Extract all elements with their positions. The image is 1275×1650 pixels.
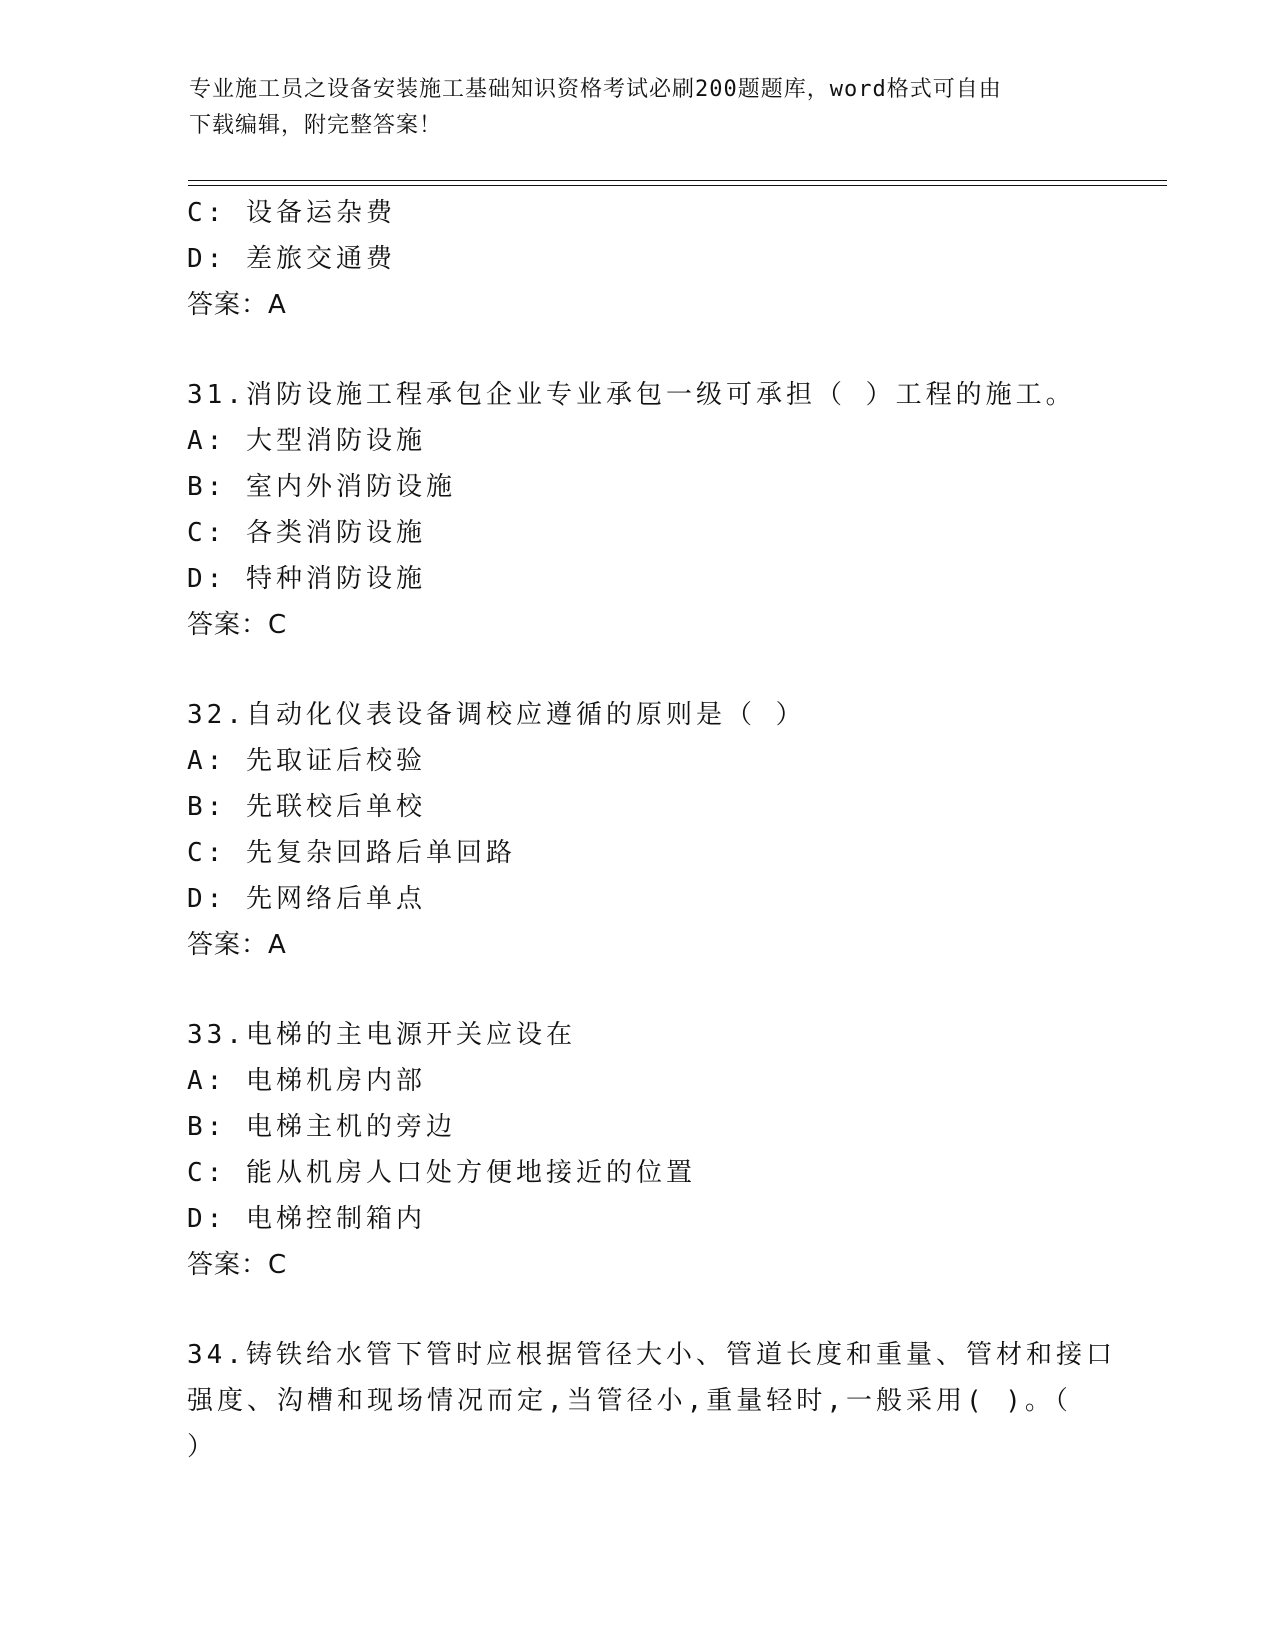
header-divider-bottom bbox=[188, 185, 1167, 186]
question-stem: 33.电梯的主电源开关应设在 bbox=[187, 1020, 576, 1050]
spacer bbox=[187, 968, 1087, 1012]
question-content bbox=[187, 190, 1116, 1470]
spacer bbox=[187, 648, 1087, 692]
prev-question bbox=[187, 190, 1087, 328]
answer-line: 答案：C bbox=[187, 610, 288, 640]
spacer bbox=[187, 1288, 1087, 1332]
option-d: D: 电梯控制箱内 bbox=[187, 1204, 426, 1234]
header-line-2: 下载编辑，附完整答案！ bbox=[189, 113, 443, 138]
option-c: C: 各类消防设施 bbox=[187, 518, 426, 548]
option-a: A: 电梯机房内部 bbox=[187, 1066, 426, 1096]
spacer bbox=[187, 328, 1087, 372]
option-d: D: 差旅交通费 bbox=[187, 244, 396, 274]
answer-line: 答案：C bbox=[187, 1250, 288, 1280]
option-c: C: 能从机房人口处方便地接近的位置 bbox=[187, 1158, 696, 1188]
option-c: C: 先复杂回路后单回路 bbox=[187, 838, 516, 868]
question-32 bbox=[187, 692, 1087, 968]
question-stem-line-1: 34.铸铁给水管下管时应根据管径大小、管道长度和重量、管材和接口 bbox=[187, 1340, 1116, 1370]
option-c: C: 设备运杂费 bbox=[187, 198, 396, 228]
header-line-1: 专业施工员之设备安装施工基础知识资格考试必刷200题题库，word格式可自由 bbox=[189, 77, 1002, 102]
question-stem: 32.自动化仪表设备调校应遵循的原则是（ ） bbox=[187, 700, 806, 730]
document-header bbox=[189, 72, 1089, 144]
question-stem: 31.消防设施工程承包企业专业承包一级可承担（ ）工程的施工。 bbox=[187, 380, 1076, 410]
option-b: B: 先联校后单校 bbox=[187, 792, 426, 822]
question-31 bbox=[187, 372, 1087, 648]
question-stem-line-2: 强度、沟槽和现场情况而定,当管径小,重量轻时,一般采用( )。（ bbox=[187, 1386, 1072, 1416]
option-b: B: 室内外消防设施 bbox=[187, 472, 456, 502]
question-stem-line-3: ） bbox=[187, 1432, 218, 1462]
option-d: D: 特种消防设施 bbox=[187, 564, 426, 594]
answer-line: 答案：A bbox=[187, 290, 287, 320]
option-d: D: 先网络后单点 bbox=[187, 884, 426, 914]
option-a: A: 先取证后校验 bbox=[187, 746, 426, 776]
option-a: A: 大型消防设施 bbox=[187, 426, 426, 456]
header-divider-top bbox=[188, 180, 1167, 181]
question-33 bbox=[187, 1012, 1087, 1288]
question-34 bbox=[187, 1332, 1116, 1470]
option-b: B: 电梯主机的旁边 bbox=[187, 1112, 456, 1142]
answer-line: 答案：A bbox=[187, 930, 287, 960]
